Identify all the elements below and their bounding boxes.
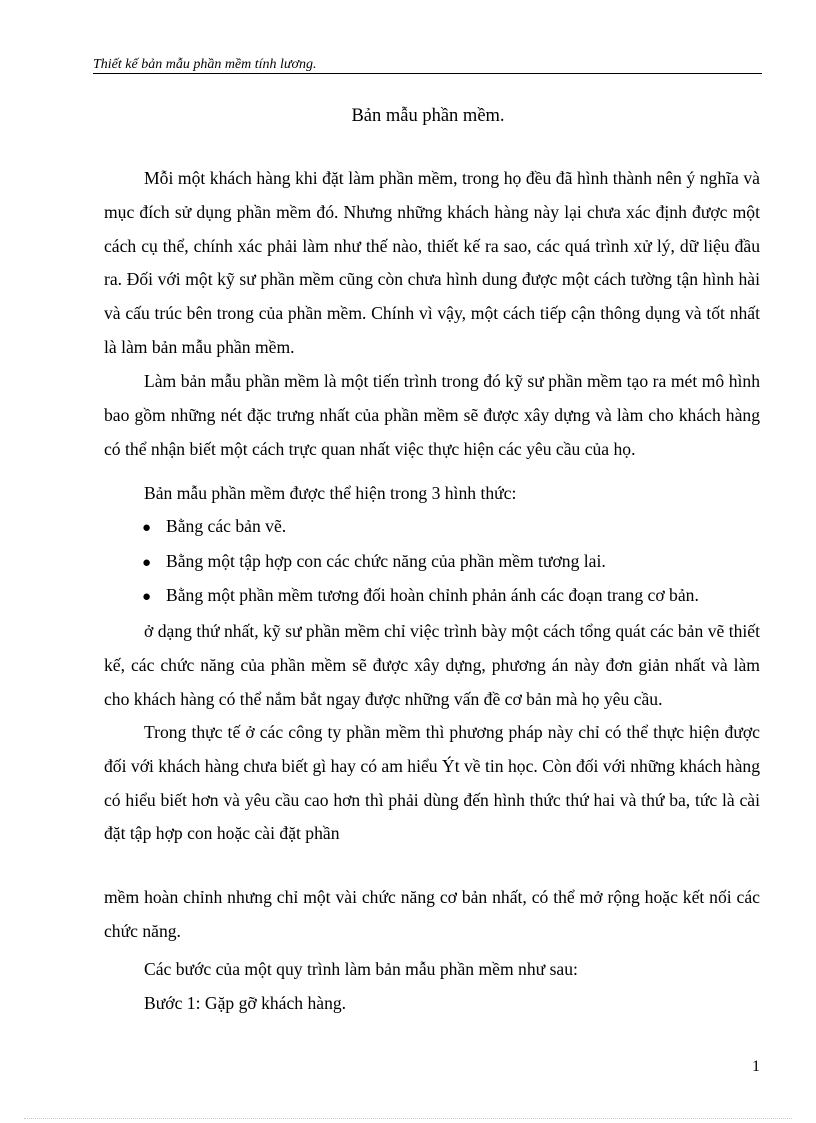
bullet-icon: ●	[142, 520, 152, 536]
paragraph-in-practice: Trong thực tế ở các công ty phần mềm thì phương pháp này chỉ có thể thực hiện được đối với khách hàng chưa biết gì hay có am hiểu Ýt về tin học. Còn đối với những khách hàng có hiểu biết hơn và yêu cầu cao hơn thì phải dùng đến hình thức thứ hai và thứ ba, tức là cài đặt tập hợp con hoặc cài đặt phần	[104, 722, 760, 844]
steps-intro: Các bước của một quy trình làm bản mẫu phần mềm như sau:	[144, 959, 578, 979]
paragraph-prototype-definition: Làm bản mẫu phần mềm là một tiến trình trong đó kỹ sư phần mềm tạo ra mét mô hình bao gồm những nét đặc trưng nhất của phần mềm sẽ được xây dựng và làm cho khách hàng có thể nhận biết một cách trực quan nhất việc thực hiện các yêu cầu của họ.	[104, 371, 760, 459]
footer-divider	[24, 1118, 792, 1119]
page-number: 1	[752, 1058, 760, 1075]
section-title: Bản mẫu phần mềm.	[351, 106, 505, 126]
bullet-item	[142, 515, 762, 539]
bullet-text: Bằng một phần mềm tương đối hoàn chỉnh phản ánh các đoạn trang cơ bản.	[166, 585, 699, 605]
paragraph-continued: mềm hoàn chỉnh nhưng chỉ một vài chức năng cơ bản nhất, có thể mở rộng hoặc kết nối các chức năng.	[104, 887, 760, 941]
forms-intro: Bản mẫu phần mềm được thể hiện trong 3 hình thức:	[144, 483, 517, 503]
bullet-icon: ●	[142, 555, 152, 571]
bullet-item	[142, 550, 762, 574]
bullet-text: Bằng một tập hợp con các chức năng của phần mềm tương lai.	[166, 551, 606, 571]
bullet-item	[142, 584, 762, 608]
step-1: Bước 1: Gặp gỡ khách hàng.	[144, 993, 347, 1013]
running-header-text: Thiết kế bản mẫu phần mềm tính lương.	[93, 57, 317, 72]
bullet-text: Bằng các bản vẽ.	[166, 516, 287, 536]
paragraph-intro: Mỗi một khách hàng khi đặt làm phần mềm, trong họ đều đã hình thành nên ý nghĩa và mục đích sử dụng phần mềm đó. Nhưng những khách hàng này lại chưa xác định được một cách cụ thể, chính xác phải làm như thế nào, thiết kế ra sao, các quá trình xử lý, dữ liệu đầu ra. Đối với một kỹ sư phần mềm cũng còn chưa hình dung được một cách tường tận hình hài và cấu trúc bên trong của phần mềm. Chính vì vậy, một cách tiếp cận thông dụng và tốt nhất là làm bản mẫu phần mềm.	[104, 168, 760, 357]
paragraph-first-form: ở dạng thứ nhất, kỹ sư phần mềm chỉ việc trình bày một cách tổng quát các bản vẽ thiết kế, các chức năng của phần mềm sẽ được xây dựng, phương án này đơn giản nhất và làm cho khách hàng có thể nắm bắt ngay được những vấn đề cơ bản mà họ yêu cầu.	[104, 621, 760, 709]
bullet-icon: ●	[142, 589, 152, 605]
running-header	[93, 55, 762, 74]
